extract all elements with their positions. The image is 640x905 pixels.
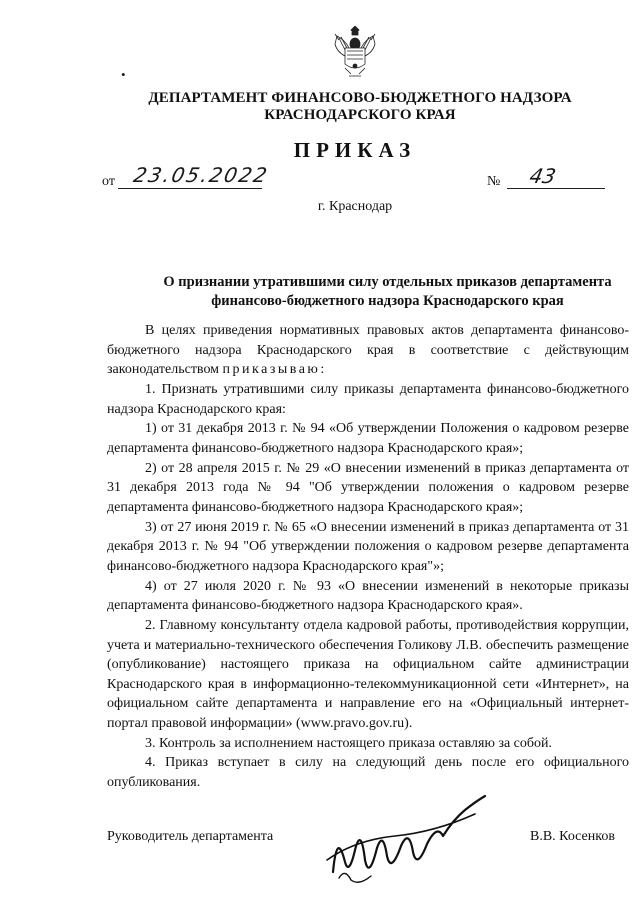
signatory-name: В.В. Косенков <box>530 829 615 844</box>
preamble-text: В целях приведения нормативных правовых актов департамента финансово-бюджетного надзора Краснодарского края в соответствие с действующим законодательством <box>107 323 629 378</box>
preamble-paragraph <box>107 321 629 380</box>
item-2-paragraph: 2. Главному консультанту отдела кадровой работы, противодействия коррупции, учета и материально-технического обеспечения Голикову Л.В. обеспечить размещение (опубликование) настоящего приказа на официальном сайте администрации Краснодарского края в информационно-телекоммуникационной сети «Интернет», на официальном сайте департамента и направление его на «Официальный интернет-портал правовой информации» (www.pravo.gov.ru). <box>107 617 629 732</box>
number-prefix: № <box>487 174 501 189</box>
item-1-sub-1: 1) от 31 декабря 2013 г. № 94 «Об утверждении Положения о кадровом резерве департамента финансово-бюджетного надзора Краснодарского края»; <box>107 421 629 456</box>
date-underline <box>118 188 262 189</box>
document-subject <box>0 273 640 311</box>
stray-mark: • <box>121 67 126 82</box>
handwritten-number: 43 <box>527 164 559 188</box>
subject-line-1: О признании утратившими силу отдельных приказов департамента <box>163 274 612 290</box>
document-type-title: ПРИКАЗ <box>293 138 417 162</box>
organization-name <box>0 90 640 124</box>
city: г. Краснодар <box>317 199 393 214</box>
item-3-paragraph: 3. Контроль за исполнением настоящего приказа оставляю за собой. <box>145 735 553 751</box>
item-1-sub-3: 3) от 27 июня 2019 г. № 65 «О внесении изменений в приказ департамента от 31 декабря 2013 г. № 94 "Об утверждении положения о кадровом резерве департамента финансово-бюджетного надзора Краснодарского края"»; <box>107 519 629 574</box>
item-1-sub-4: 4) от 27 июля 2020 г. № 93 «О внесении изменений в некоторые приказы департамента финансово-бюджетного надзора Краснодарского края». <box>107 578 629 614</box>
organization-name-line-1: ДЕПАРТАМЕНТ ФИНАНСОВО-БЮДЖЕТНОГО НАДЗОРА <box>148 90 572 106</box>
item-1-intro: 1. Признать утратившими силу приказы департамента финансово-бюджетного надзора Краснодарского края: <box>107 381 629 417</box>
item-1-sub-2: 2) от 28 апреля 2015 г. № 29 «О внесении изменений в приказ департамента от 31 декабря 2013 года № 94 "Об утверждении положения о кадровом резерве департамента финансово-бюджетного надзора Краснодарского края»; <box>107 460 629 515</box>
document-body <box>107 321 629 793</box>
handwritten-date: 23.05.2022 <box>131 163 272 187</box>
preamble-verb: приказываю: <box>222 362 327 378</box>
organization-name-line-2: КРАСНОДАРСКОГО КРАЯ <box>264 107 456 123</box>
item-4-paragraph: 4. Приказ вступает в силу на следующий день после его официального опубликования. <box>107 755 629 791</box>
number-underline <box>507 188 605 189</box>
handwritten-signature <box>315 790 490 890</box>
subject-line-2: финансово-бюджетного надзора Краснодарского края <box>211 293 564 309</box>
signatory-title: Руководитель департамента <box>107 829 274 844</box>
date-prefix: от <box>102 174 115 189</box>
coat-of-arms-emblem <box>331 26 379 80</box>
